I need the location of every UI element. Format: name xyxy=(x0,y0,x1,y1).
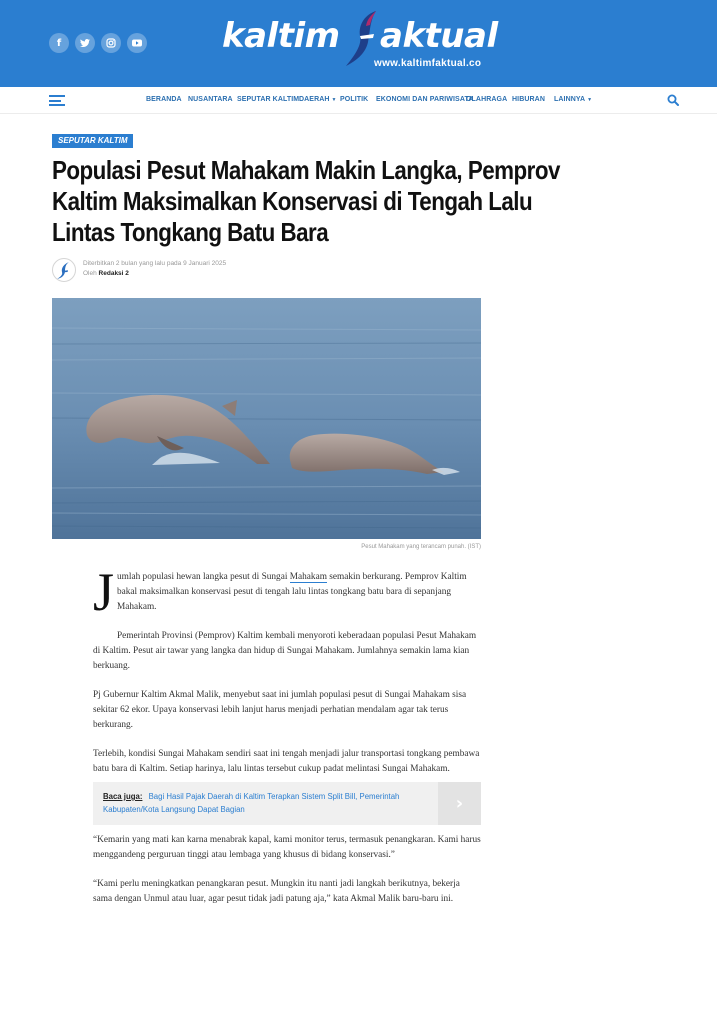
nav-item-hiburan[interactable]: HIBURAN xyxy=(512,96,545,103)
facebook-icon[interactable]: f xyxy=(49,33,69,53)
article-body-continued xyxy=(93,833,481,921)
menu-icon[interactable] xyxy=(49,95,65,106)
read-also-label: Baca juga: xyxy=(103,792,143,801)
mahakam-link[interactable]: Mahakam xyxy=(289,572,327,582)
youtube-icon[interactable] xyxy=(127,33,147,53)
chevron-down-icon: ▼ xyxy=(331,97,337,103)
paragraph-1-part-a: umlah populasi hewan langka pesut di Sungai xyxy=(117,572,290,582)
nav-item-ekonomi[interactable]: EKONOMI DAN PARIWISATA xyxy=(376,96,474,103)
paragraph-4: Terlebih, kondisi Sungai Mahakam sendiri saat ini tengah menjadi jalur transportasi tongkang pembawa batu bara di Kaltim. Setiap harinya, lalu lintas tersebut cukup padat melintasi Sungai Mahakam. xyxy=(93,749,480,774)
logo-text-right: aktual xyxy=(380,16,498,56)
logo-text-left: kaltim xyxy=(222,16,340,56)
author-line xyxy=(83,270,129,277)
paragraph-5: “Kemarin yang mati kan karna menabrak kapal, kami monitor terus, termasuk penangkaran. Kami harus menggandeng perguruan tinggi atau lembaga yang khusus di bidang konservasi.” xyxy=(93,835,481,860)
chevron-right-icon[interactable]: › xyxy=(438,782,481,825)
site-header xyxy=(0,0,717,87)
author-logo-icon xyxy=(53,259,75,281)
main-nav xyxy=(0,87,717,114)
search-icon[interactable] xyxy=(667,94,679,106)
article-body xyxy=(93,562,481,791)
nav-item-politik[interactable]: POLITIK xyxy=(340,96,369,103)
chevron-down-icon: ▼ xyxy=(587,97,593,103)
article-title: Populasi Pesut Mahakam Makin Langka, Pemprov Kaltim Maksimalkan Konservasi di Tengah Lalu Lintas Tongkang Batu Bara xyxy=(52,155,560,247)
nav-item-nusantara[interactable]: NUSANTARA xyxy=(188,96,233,103)
nav-item-daerah[interactable] xyxy=(299,96,337,103)
read-also-box[interactable] xyxy=(93,782,481,825)
paragraph-6: “Kami perlu meningkatkan penangkaran pesut. Mungkin itu nanti jadi langkah berikutnya, bekerja sama dengan Unmul atau luar, agar pesut tidak jadi patung aja,” kata Akmal Malik baru-baru ini. xyxy=(93,879,460,904)
nav-item-daerah-label: DAERAH xyxy=(299,96,330,103)
image-caption: Pesut Mahakam yang terancam punah. (IST) xyxy=(361,544,481,550)
nav-item-seputar-kaltim[interactable]: SEPUTAR KALTIM xyxy=(237,96,300,103)
paragraph-2: Pemerintah Provinsi (Pemprov) Kaltim kembali menyoroti keberadaan populasi Pesut Mahakam di Kaltim. Pesut air tawar yang langka dan hidup di Sungai Mahakam. Jumlahnya semakin lama kian berkuang. xyxy=(93,631,477,671)
read-also-link[interactable]: Bagi Hasil Pajak Daerah di Kaltim Terapkan Sistem Split Bill, Pemerintah Kabupaten/Kota Langsung Dapat Bagian xyxy=(103,792,400,814)
twitter-icon[interactable] xyxy=(75,33,95,53)
category-badge[interactable]: SEPUTAR KALTIM xyxy=(52,134,133,148)
author-name[interactable]: Redaksi 2 xyxy=(98,270,129,277)
dolphins-photo xyxy=(52,298,481,539)
site-logo[interactable] xyxy=(222,14,512,74)
paragraph-1 xyxy=(93,562,481,622)
instagram-icon[interactable] xyxy=(101,33,121,53)
nav-item-olahraga[interactable]: OLAHRAGA xyxy=(466,96,508,103)
paragraph-3: Pj Gubernur Kaltim Akmal Malik, menyebut saat ini jumlah populasi pesut di Sungai Mahakam sisa sekitar 62 ekor. Upaya konservasi lebih lanjut harus menjadi perhatian mendalam agar tak terus berkurang. xyxy=(93,690,467,730)
logo-url: www.kaltimfaktual.co xyxy=(374,58,482,69)
nav-item-lainnya[interactable] xyxy=(554,96,592,103)
paragraph-1-part-b: semakin berkurang. Pemprov Kaltim bakal maksimalkan konservasi pesut di tengah lalu lintas tongkang batu bara di sepanjang Mahakam. xyxy=(117,572,467,612)
author-prefix: Oleh xyxy=(83,270,97,277)
read-also-text xyxy=(103,790,433,816)
article-hero-image xyxy=(52,298,481,539)
dropcap: J xyxy=(93,562,115,622)
avatar[interactable] xyxy=(52,258,76,282)
nav-item-lainnya-label: LAINNYA xyxy=(554,96,586,103)
publish-date: Diterbitkan 2 bulan yang lalu pada 9 Januari 2025 xyxy=(83,260,227,267)
nav-item-beranda[interactable]: BERANDA xyxy=(146,96,182,103)
